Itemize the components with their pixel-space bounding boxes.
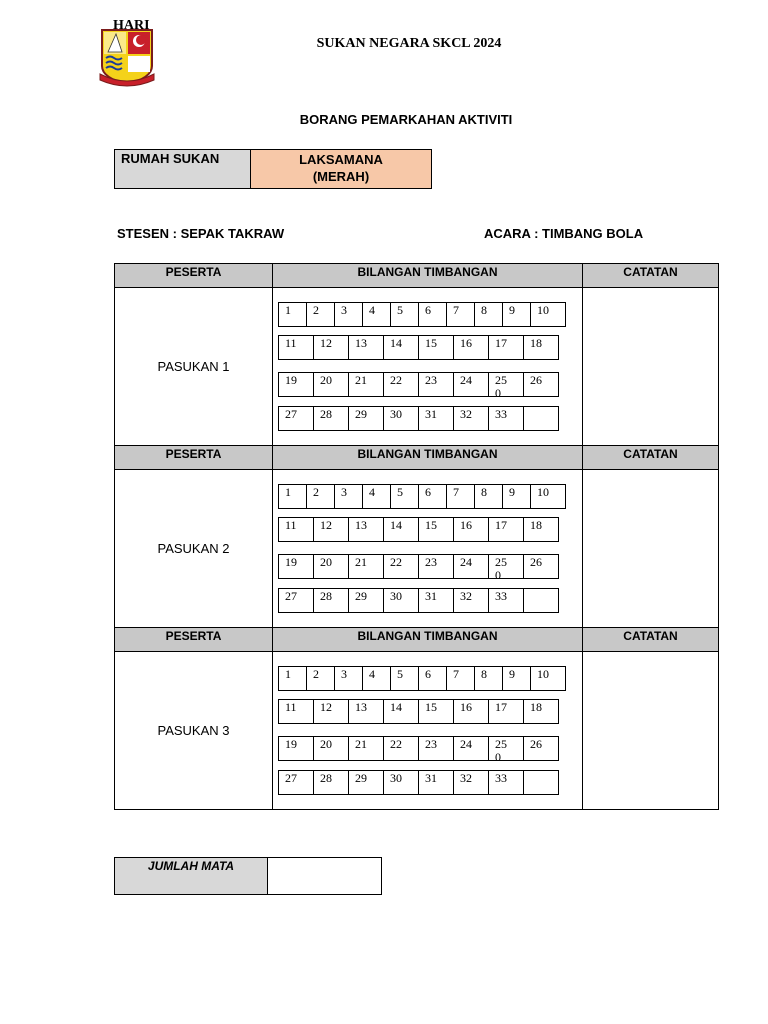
count-box[interactable]: 28 (313, 406, 349, 431)
count-box[interactable]: 21 (348, 372, 384, 397)
table-header-row (115, 628, 718, 652)
count-box[interactable]: 31 (418, 588, 454, 613)
count-box[interactable]: 26 (523, 736, 559, 761)
count-box[interactable]: 3 (334, 666, 363, 691)
count-box[interactable]: 6 (418, 666, 447, 691)
count-box[interactable]: 29 (348, 588, 384, 613)
count-box[interactable]: 7 (446, 302, 475, 327)
team-row (115, 288, 718, 446)
count-box[interactable]: 2 (306, 302, 335, 327)
count-box[interactable]: 7 (446, 666, 475, 691)
count-box[interactable]: 6 (418, 484, 447, 509)
team-name: PASUKAN 1 (115, 288, 273, 445)
count-box[interactable]: 10 (530, 484, 566, 509)
logo-text: HARI (113, 18, 150, 33)
count-box[interactable]: 11 (278, 335, 314, 360)
count-box[interactable]: 1 (278, 666, 307, 691)
count-box[interactable]: 25 0 (488, 554, 524, 579)
count-box[interactable]: 25 0 (488, 736, 524, 761)
team-section (115, 628, 718, 809)
count-box[interactable]: 22 (383, 554, 419, 579)
count-box[interactable]: 22 (383, 736, 419, 761)
count-box[interactable]: 13 (348, 517, 384, 542)
count-box[interactable]: 27 (278, 588, 314, 613)
participant-header: PESERTA (115, 628, 273, 651)
count-boxes-cell (273, 470, 583, 627)
count-box[interactable]: 29 (348, 770, 384, 795)
count-box-row (278, 554, 558, 582)
count-box[interactable]: 22 (383, 372, 419, 397)
count-box[interactable]: 31 (418, 770, 454, 795)
count-box[interactable]: 28 (313, 770, 349, 795)
count-box-row (278, 335, 558, 360)
count-box[interactable]: 8 (474, 666, 503, 691)
count-boxes-cell (273, 288, 583, 445)
team-section (115, 446, 718, 628)
count-box[interactable]: 11 (278, 517, 314, 542)
count-box[interactable]: 12 (313, 699, 349, 724)
notes-header: CATATAN (623, 447, 678, 461)
count-box[interactable]: 21 (348, 554, 384, 579)
count-box[interactable]: 30 (383, 406, 419, 431)
count-box[interactable]: 12 (313, 335, 349, 360)
count-box[interactable]: 6 (418, 302, 447, 327)
count-box-row (278, 372, 558, 400)
count-box[interactable]: 4 (362, 302, 391, 327)
count-box[interactable]: 9 (502, 666, 531, 691)
count-boxes-cell (273, 652, 583, 809)
count-box[interactable]: 5 (390, 484, 419, 509)
count-box[interactable]: 33 (488, 770, 524, 795)
count-box[interactable]: 21 (348, 736, 384, 761)
table-header-row (115, 446, 718, 470)
count-box[interactable]: 20 (313, 554, 349, 579)
count-box[interactable]: 13 (348, 699, 384, 724)
count-box[interactable] (523, 406, 559, 431)
count-box[interactable]: 23 (418, 372, 454, 397)
station-label: STESEN : SEPAK TAKRAW (117, 226, 285, 241)
count-header: BILANGAN TIMBANGAN (273, 628, 583, 651)
count-box[interactable]: 15 (418, 335, 454, 360)
count-box[interactable]: 23 (418, 554, 454, 579)
count-box-row (278, 302, 565, 327)
count-box-row (278, 484, 565, 509)
total-points-value[interactable] (268, 858, 381, 894)
count-box-row (278, 770, 558, 795)
count-box[interactable]: 14 (383, 699, 419, 724)
count-box[interactable]: 3 (334, 484, 363, 509)
count-box[interactable]: 30 (383, 770, 419, 795)
count-box[interactable]: 4 (362, 484, 391, 509)
participant-header: PESERTA (115, 446, 273, 469)
count-box[interactable]: 23 (418, 736, 454, 761)
count-box[interactable]: 19 (278, 554, 314, 579)
count-box[interactable]: 10 (530, 302, 566, 327)
count-box[interactable]: 18 (523, 517, 559, 542)
count-box[interactable]: 1 (278, 484, 307, 509)
count-box[interactable]: 33 (488, 406, 524, 431)
count-box[interactable] (523, 770, 559, 795)
count-box[interactable]: 20 (313, 736, 349, 761)
house-label: RUMAH SUKAN (115, 150, 251, 188)
count-box[interactable]: 12 (313, 517, 349, 542)
count-box[interactable]: 15 (418, 699, 454, 724)
count-box[interactable]: 29 (348, 406, 384, 431)
team-row (115, 470, 718, 628)
count-box[interactable]: 26 (523, 554, 559, 579)
house-value (251, 150, 431, 188)
count-box-row (278, 666, 565, 691)
count-box[interactable]: 8 (474, 302, 503, 327)
count-header: BILANGAN TIMBANGAN (273, 264, 583, 287)
count-box[interactable]: 19 (278, 736, 314, 761)
count-box-row (278, 588, 558, 613)
count-box[interactable]: 32 (453, 588, 489, 613)
count-box-row (278, 406, 558, 431)
notes-header: CATATAN (623, 629, 678, 643)
count-box[interactable]: 4 (362, 666, 391, 691)
total-points-table (114, 857, 382, 895)
count-box[interactable]: 27 (278, 770, 314, 795)
team-name: PASUKAN 3 (115, 652, 273, 809)
house-color-name: (MERAH) (312, 169, 370, 184)
count-box[interactable]: 24 (453, 372, 489, 397)
count-header: BILANGAN TIMBANGAN (273, 446, 583, 469)
count-box[interactable]: 5 (390, 302, 419, 327)
count-box[interactable]: 8 (474, 484, 503, 509)
count-box[interactable]: 11 (278, 699, 314, 724)
count-box[interactable]: 9 (502, 484, 531, 509)
notes-cell[interactable] (583, 652, 718, 809)
team-row (115, 652, 718, 809)
count-box[interactable]: 31 (418, 406, 454, 431)
count-box-row (278, 699, 558, 724)
house-name: LAKSAMANA (299, 152, 383, 167)
count-box-row (278, 517, 558, 542)
count-box[interactable]: 27 (278, 406, 314, 431)
count-box[interactable]: 16 (453, 517, 489, 542)
notes-cell[interactable] (583, 470, 718, 627)
team-name: PASUKAN 2 (115, 470, 273, 627)
scoring-table (114, 263, 719, 810)
count-box[interactable]: 20 (313, 372, 349, 397)
count-box[interactable]: 16 (453, 699, 489, 724)
count-box[interactable]: 14 (383, 517, 419, 542)
count-box[interactable]: 3 (334, 302, 363, 327)
form-title: BORANG PEMARKAHAN AKTIVITI (299, 112, 513, 127)
count-box[interactable]: 10 (530, 666, 566, 691)
participant-header: PESERTA (115, 264, 273, 287)
table-header-row (115, 264, 718, 288)
count-box[interactable]: 1 (278, 302, 307, 327)
count-box[interactable]: 26 (523, 372, 559, 397)
total-points-label: JUMLAH MATA (115, 858, 268, 894)
count-box[interactable]: 33 (488, 588, 524, 613)
count-box[interactable]: 16 (453, 335, 489, 360)
page-title: SUKAN NEGARA SKCL 2024 (316, 36, 502, 51)
count-box[interactable]: 5 (390, 666, 419, 691)
count-box[interactable] (523, 588, 559, 613)
count-box[interactable]: 2 (306, 484, 335, 509)
count-box[interactable]: 32 (453, 406, 489, 431)
count-box[interactable]: 32 (453, 770, 489, 795)
notes-cell[interactable] (583, 288, 718, 445)
count-box-row (278, 736, 558, 764)
count-box[interactable]: 9 (502, 302, 531, 327)
count-box[interactable]: 15 (418, 517, 454, 542)
event-label: ACARA : TIMBANG BOLA (484, 226, 644, 241)
team-section (115, 264, 718, 446)
count-box[interactable]: 17 (488, 335, 524, 360)
count-box[interactable]: 18 (523, 335, 559, 360)
count-box[interactable]: 14 (383, 335, 419, 360)
count-box[interactable]: 13 (348, 335, 384, 360)
count-box[interactable]: 24 (453, 554, 489, 579)
count-box[interactable]: 28 (313, 588, 349, 613)
count-box[interactable]: 25 0 (488, 372, 524, 397)
count-box[interactable]: 30 (383, 588, 419, 613)
count-box[interactable]: 17 (488, 517, 524, 542)
count-box[interactable]: 24 (453, 736, 489, 761)
count-box[interactable]: 17 (488, 699, 524, 724)
count-box[interactable]: 2 (306, 666, 335, 691)
count-box[interactable]: 18 (523, 699, 559, 724)
count-box[interactable]: 7 (446, 484, 475, 509)
notes-header: CATATAN (623, 265, 678, 279)
house-table (114, 149, 432, 189)
count-box[interactable]: 19 (278, 372, 314, 397)
